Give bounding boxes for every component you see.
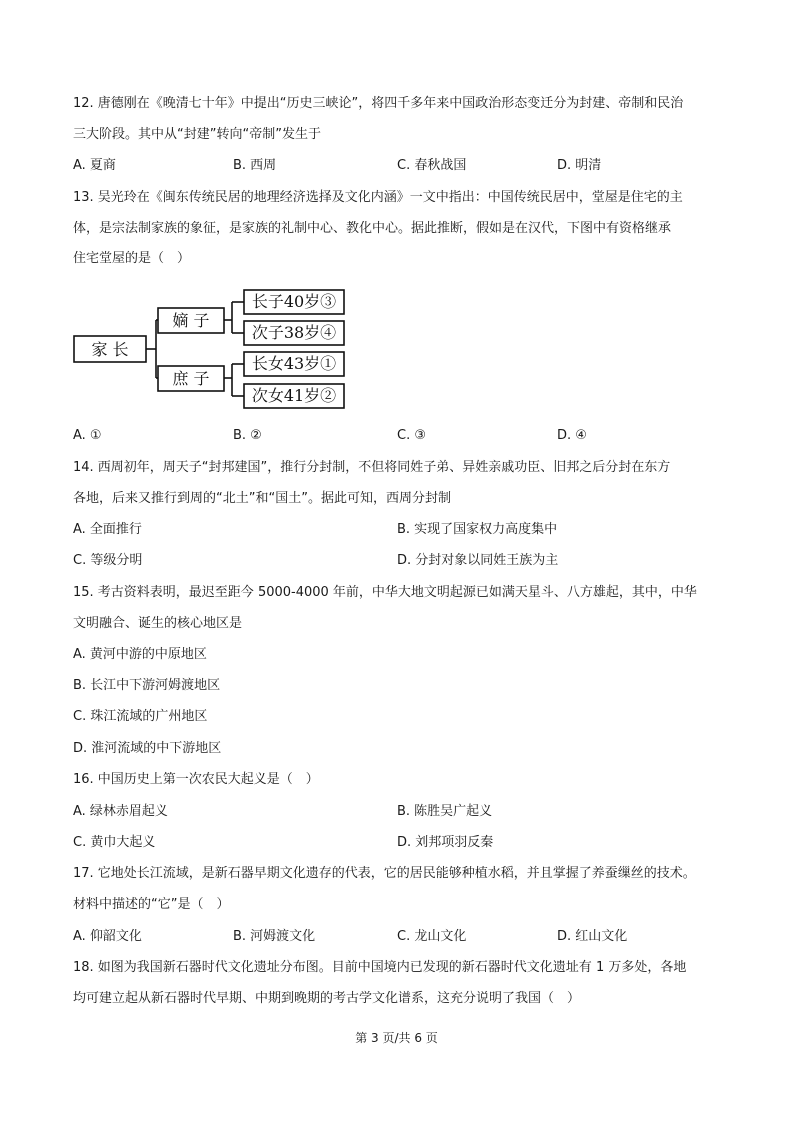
q15-line-1: 15. 考古资料表明，最迟至距今 5000-4000 年前，中华大地文明起源已如满天星斗、八方雄起，其中，中华 [73, 585, 697, 600]
q17-line-1: 17. 它地处长江流域，是新石器早期文化遗存的代表，它的居民能够种植水稻，并且掌握了养蚕缫丝的技术。 [73, 866, 696, 881]
q15-option-a: A. 黄河中游的中原地区 [73, 647, 207, 662]
q17-option-b: B. 河姆渡文化 [233, 929, 316, 944]
q18-line-2: 均可建立起从新石器时代早期、中期到晚期的考古学文化谱系，这充分说明了我国（ ） [73, 991, 581, 1006]
q14-option-a: A. 全面推行 [73, 522, 142, 537]
q13-option-b: B. ② [233, 428, 262, 443]
q13-line-1: 13. 吴光玲在《闽东传统民居的地理经济选择及文化内涵》一文中指出：中国传统民居中，堂屋是住宅的主 [73, 190, 683, 205]
q15-option-b: B. 长江中下游河姆渡地区 [73, 678, 221, 693]
q16-option-b: B. 陈胜吴广起义 [397, 804, 493, 819]
q13-line-3: 住宅堂屋的是（ ） [73, 251, 191, 266]
q12-option-b: B. 西周 [233, 158, 277, 173]
q14-option-c: C. 等级分明 [73, 553, 143, 568]
q15-option-c: C. 珠江流域的广州地区 [73, 709, 208, 724]
q17-line-2: 材料中描述的“它”是（ ） [73, 897, 230, 912]
q14-line-1: 14. 西周初年，周天子“封邦建国”，推行分封制，不但将同姓子弟、异姓亲戚功臣、旧邦之后分封在东方 [73, 460, 671, 475]
q13-option-a: A. ① [73, 428, 102, 443]
q16-line-1: 16. 中国历史上第一次农民大起义是（ ） [73, 772, 319, 787]
page-number-footer: 第 3 页/共 6 页 [355, 1031, 438, 1045]
root-label: 家 长 [91, 340, 129, 359]
q16-option-a: A. 绿林赤眉起义 [73, 804, 168, 819]
leaf-label-4: 次女41岁② [251, 386, 337, 405]
q16-option-d: D. 刘邦项羽反秦 [397, 835, 494, 850]
q12-line-1: 12. 唐德刚在《晚清七十年》中提出“历史三峡论”，将四千多年来中国政治形态变迁分为封建、帝制和民治 [73, 96, 684, 111]
family-tree-diagram [72, 286, 352, 412]
q14-option-d: D. 分封对象以同姓王族为主 [397, 553, 559, 568]
q18-line-1: 18. 如图为我国新石器时代文化遗址分布图。目前中国境内已发现的新石器时代文化遗址有 1 万多处，各地 [73, 960, 687, 975]
q14-line-2: 各地，后来又推行到周的“北土”和“国土”。据此可知，西周分封制 [73, 491, 451, 506]
q12-option-a: A. 夏商 [73, 158, 116, 173]
q13-line-2: 体，是宗法制家族的象征，是家族的礼制中心、教化中心。据此推断，假如是在汉代，下图中有资格继承 [73, 221, 672, 236]
q17-option-a: A. 仰韶文化 [73, 929, 142, 944]
q15-line-2: 文明融合、诞生的核心地区是 [73, 616, 243, 631]
di-son-label: 嫡 子 [172, 311, 210, 330]
q12-line-2: 三大阶段。其中从“封建”转向“帝制”发生于 [73, 127, 321, 142]
leaf-label-1: 长子40岁③ [251, 292, 337, 311]
q13-option-d: D. ④ [557, 428, 587, 443]
q17-option-d: D. 红山文化 [557, 929, 628, 944]
shu-son-label: 庶 子 [172, 369, 210, 388]
q12-option-c: C. 春秋战国 [397, 158, 467, 173]
leaf-label-3: 长女43岁① [251, 354, 337, 373]
q14-option-b: B. 实现了国家权力高度集中 [397, 522, 558, 537]
q16-option-c: C. 黄巾大起义 [73, 835, 156, 850]
leaf-label-2: 次子38岁④ [251, 323, 337, 342]
q15-option-d: D. 淮河流域的中下游地区 [73, 741, 222, 756]
q12-option-d: D. 明清 [557, 158, 602, 173]
q17-option-c: C. 龙山文化 [397, 929, 467, 944]
q13-option-c: C. ③ [397, 428, 426, 443]
